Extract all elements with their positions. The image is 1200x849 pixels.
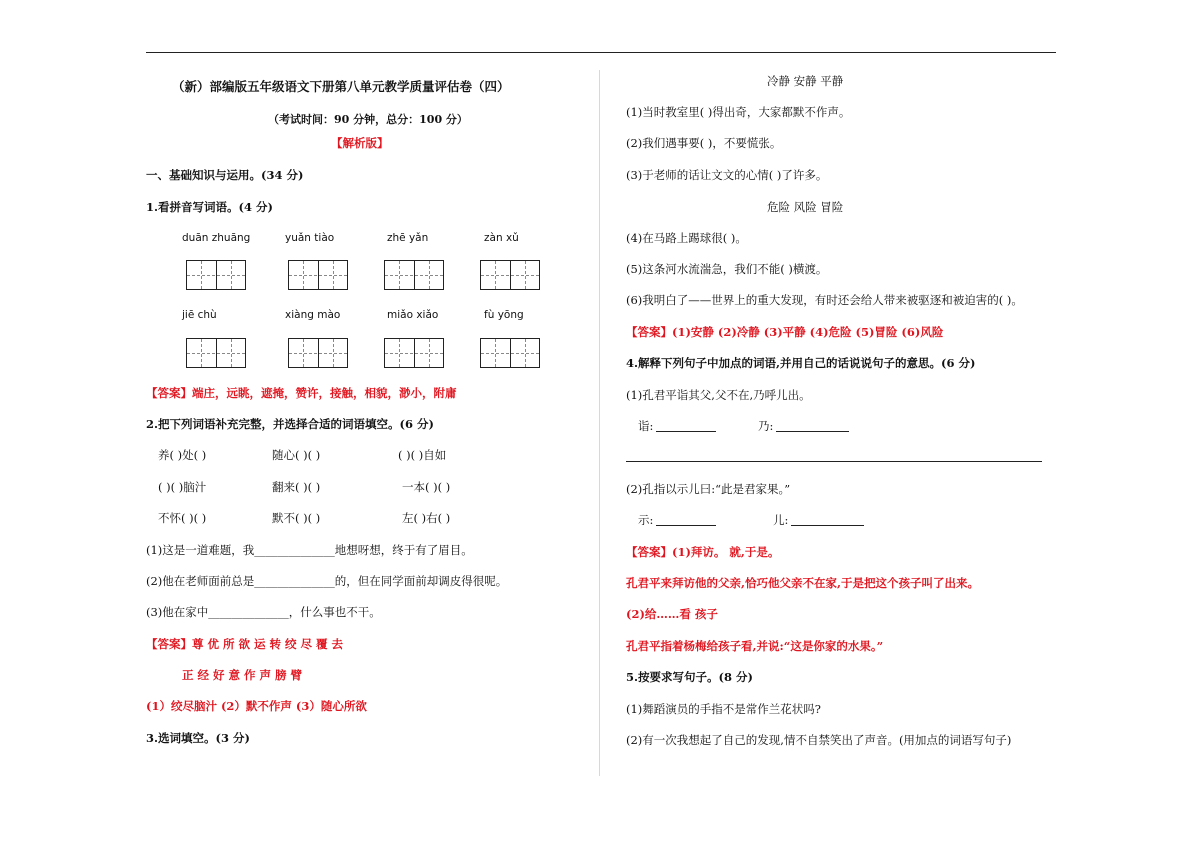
answer-line[interactable] [791, 525, 864, 526]
column-divider [599, 70, 600, 776]
q1-answer [146, 386, 457, 400]
answer-line[interactable] [626, 461, 1042, 462]
q2-answer-line-1 [146, 637, 343, 651]
q3-sentence-4: (4)在马路上踢球很( )。 [626, 231, 747, 245]
q3-sentence-1: (1)当时教室里( )得出奇，大家都默不作声。 [626, 105, 851, 119]
tianzige-box[interactable] [384, 260, 444, 290]
pinyin-7: miǎo xiǎo [387, 309, 439, 321]
answer-line[interactable] [656, 431, 716, 432]
tianzige-box[interactable] [384, 338, 444, 368]
q3-answer: 【答案】(1)安静 (2)冷静 (3)平静 (4)危险 (5)冒险 (6)风险 [626, 325, 944, 339]
tianzige-box[interactable] [186, 260, 246, 290]
idiom-6: 一本( )( ) [402, 480, 451, 494]
idiom-2: 随心( )( ) [272, 448, 321, 462]
q2-heading: 2.把下列词语补充完整，并选择合适的词语填空。(6 分) [146, 417, 434, 431]
header-rule [146, 52, 1056, 53]
q4-heading: 4.解释下列句子中加点的词语,并用自己的话说说句子的意思。(6 分) [626, 356, 976, 370]
pinyin-2: yuǎn tiào [285, 232, 335, 244]
q2-answer-line-3: (1）绞尽脑汁 (2）默不作声 (3）随心所欲 [146, 699, 367, 713]
q4-answer-3: (2)给……看 孩子 [626, 607, 718, 621]
pinyin-6: xiàng mào [285, 309, 341, 321]
tianzige-box[interactable] [480, 338, 540, 368]
answer-text: 尊 优 所 欲 运 转 绞 尽 覆 去 [192, 637, 344, 651]
section-1-heading: 一、基础知识与运用。(34 分) [146, 168, 304, 182]
tianzige-box[interactable] [186, 338, 246, 368]
pinyin-4: zàn xǔ [484, 232, 519, 244]
q4-answer-1: 【答案】(1)拜访。 就,于是。 [626, 545, 780, 559]
q3-heading: 3.选词填空。(3 分) [146, 731, 250, 745]
q3-word-group-1: 冷静 安静 平静 [767, 74, 844, 88]
q4-sentence-1: (1)孔君平诣其父,父不在,乃呼儿出。 [626, 388, 811, 402]
q2-answer-line-2: 正 经 好 意 作 声 膀 臂 [182, 668, 303, 682]
q3-word-group-2: 危险 风险 冒险 [767, 200, 844, 214]
idiom-1: 养( )处( ) [158, 448, 207, 462]
q4-blank-label-er: 儿: [773, 513, 789, 527]
pinyin-8: fù yōng [484, 309, 524, 321]
q4-blank-label-nai: 乃: [758, 419, 774, 433]
idiom-5: 翻来( )( ) [272, 480, 321, 494]
answer-text: 端庄，远眺，遮掩，赞许，接触，相貌，渺小，附庸 [192, 386, 457, 400]
q2-sentence-3: (3)他在家中______________，什么事也不干。 [146, 605, 381, 619]
answer-label: 【答案】 [146, 386, 192, 400]
answer-label: 【答案】 [146, 637, 192, 651]
q4-answer-4: 孔君平指着杨梅给孩子看,并说:“这是你家的水果。” [626, 639, 884, 653]
idiom-3: ( )( )自如 [398, 448, 447, 462]
idiom-4: ( )( )脑汁 [158, 480, 207, 494]
page-title: （新）部编版五年级语文下册第八单元教学质量评估卷（四） [172, 79, 510, 94]
q3-sentence-6: (6)我明白了——世界上的重大发现，有时还会给人带来被驱逐和被迫害的( )。 [626, 293, 1023, 307]
q2-sentence-1: (1)这是一道难题，我______________地想呀想，终于有了眉目。 [146, 543, 473, 557]
q4-blank-label-yi: 诣: [638, 419, 654, 433]
q4-sentence-2: (2)孔指以示儿曰:“此是君家果。” [626, 482, 791, 496]
q3-sentence-5: (5)这条河水流湍急，我们不能( )横渡。 [626, 262, 828, 276]
idiom-9: 左( )右( ) [402, 511, 451, 525]
answer-line[interactable] [656, 525, 716, 526]
q4-blank-label-shi: 示: [638, 513, 654, 527]
q4-answer-2: 孔君平来拜访他的父亲,恰巧他父亲不在家,于是把这个孩子叫了出来。 [626, 576, 980, 590]
q2-sentence-2: (2)他在老师面前总是______________的，但在同学面前却调皮得很呢。 [146, 574, 508, 588]
tianzige-box[interactable] [480, 260, 540, 290]
q5-heading: 5.按要求写句子。(8 分) [626, 670, 753, 684]
idiom-7: 不怀( )( ) [158, 511, 207, 525]
pinyin-5: jiē chù [182, 309, 217, 321]
idiom-8: 默不( )( ) [272, 511, 321, 525]
tianzige-box[interactable] [288, 260, 348, 290]
exam-info: （考试时间：90 分钟，总分：100 分） [268, 113, 468, 126]
answer-line[interactable] [776, 431, 849, 432]
q5-sentence-2: (2)有一次我想起了自己的发现,情不自禁笑出了声音。(用加点的词语写句子) [626, 733, 1012, 747]
q3-sentence-3: (3)于老师的话让文文的心情( )了许多。 [626, 168, 828, 182]
pinyin-1: duān zhuāng [182, 232, 251, 244]
q1-heading: 1.看拼音写词语。(4 分) [146, 200, 273, 214]
q3-sentence-2: (2)我们遇事要( )，不要慌张。 [626, 136, 782, 150]
q5-sentence-1: (1)舞蹈演员的手指不是常作兰花状吗? [626, 702, 821, 716]
tianzige-box[interactable] [288, 338, 348, 368]
pinyin-3: zhē yǎn [387, 232, 429, 244]
version-tag: 【解析版】 [331, 136, 389, 150]
